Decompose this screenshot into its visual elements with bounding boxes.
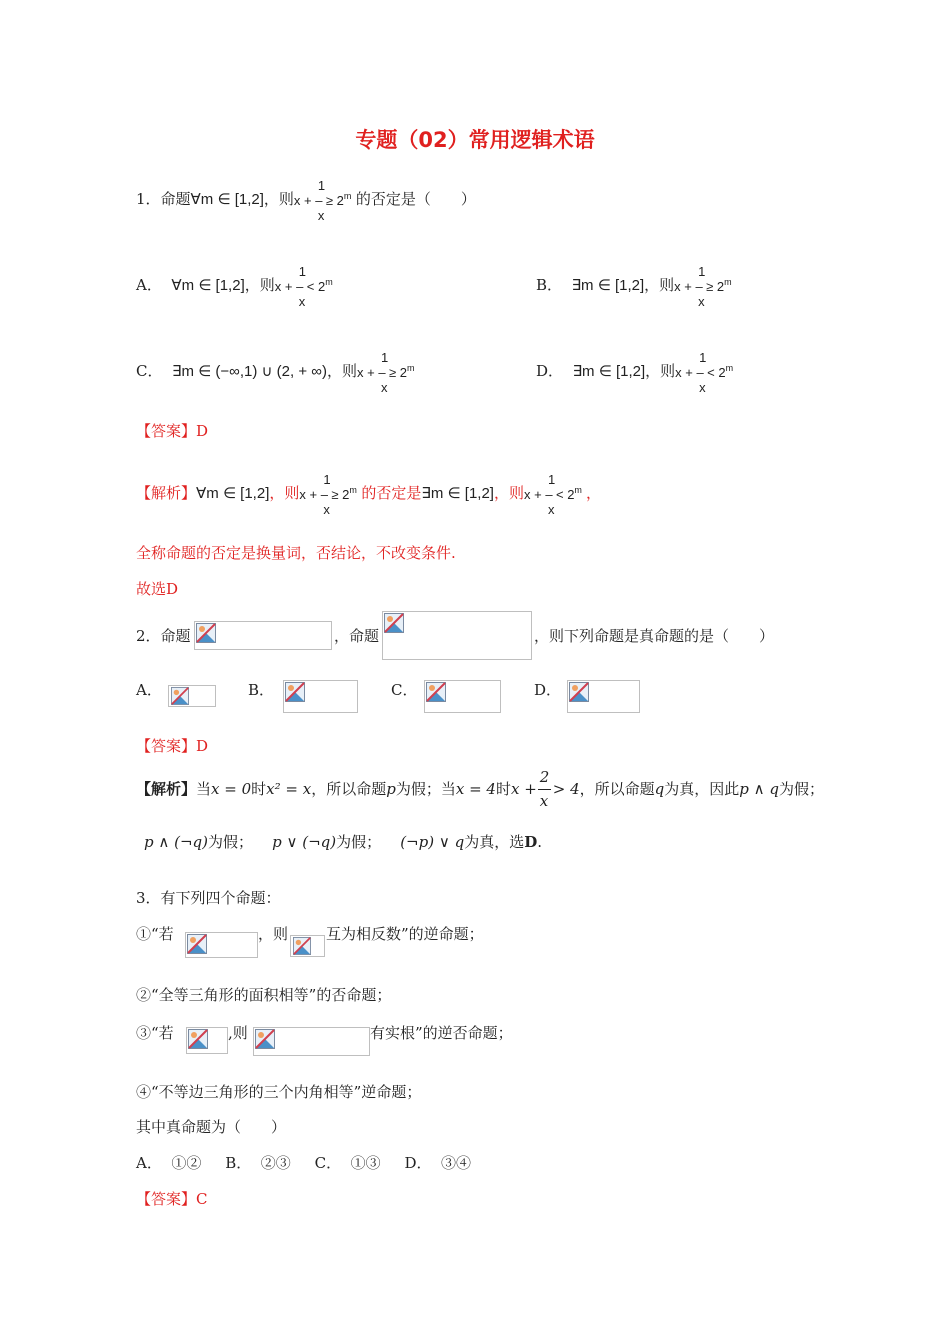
q1-analysis-formula-1: 1 x + – x ≥ $2^m$ bbox=[299, 472, 357, 517]
q1-note: 全称命题的否定是换量词，否结论，不改变条件. bbox=[136, 544, 456, 562]
q1-analysis-formula-2: 1 x + – x < $2^m$ bbox=[523, 472, 582, 517]
broken-image-icon bbox=[185, 932, 258, 958]
q3-item-2: ②“全等三角形的面积相等”的否命题； bbox=[136, 986, 392, 1004]
q2-fraction: $\frac{2}{x}$ bbox=[539, 768, 550, 810]
q3-item-1-c: 互为相反数”的逆命题； bbox=[326, 925, 484, 943]
q2-analysis-line-1: 【解析】当x = 0时x² = x，所以命题p为假；当x = 4时x + $\frac{2}{x}$ > 4，所以命题q为真，因此p ∧ q为假； bbox=[136, 768, 825, 810]
broken-image-icon bbox=[194, 621, 332, 650]
broken-image-icon bbox=[253, 1027, 370, 1056]
q1-answer: 【答案】D bbox=[136, 422, 209, 440]
q3-answer: 【答案】C bbox=[136, 1190, 208, 1208]
q1-choose: 故选D bbox=[136, 580, 179, 598]
q2-analysis-line-2: p ∧ (¬q)为假； p ∨ (¬q)为假； (¬p) ∨ q为真，选D. bbox=[144, 833, 542, 851]
q1-formula: 1 x + – x ≥ $2^m$ bbox=[293, 178, 352, 223]
q3-stem: 3．有下列四个命题： bbox=[136, 889, 281, 907]
q1-stem bbox=[136, 178, 476, 222]
q3-item-4: ④“不等边三角形的三个内角相等”逆命题； bbox=[136, 1083, 422, 1101]
page-title: 专题（02）常用逻辑术语 bbox=[355, 128, 595, 152]
q1-stem-end: 的否定是（ ） bbox=[355, 190, 476, 208]
broken-image-icon bbox=[424, 680, 501, 713]
q2-option-a-label: A． bbox=[136, 681, 162, 699]
q3-options: A． ①② B． ②③ C． ①③ D． ③④ bbox=[136, 1154, 472, 1172]
q1-option-a: A． ∀m ∈ [1,2]，则 1 x + – x < $2^m$ bbox=[136, 264, 337, 308]
q1-number: 1．命题 bbox=[136, 190, 191, 208]
q2-stem-end: ，则下列命题是真命题的是（ ） bbox=[534, 627, 775, 645]
q2-number: 2．命题 bbox=[136, 627, 191, 645]
q1-option-c-formula: 1 x + – x ≥ $2^m$ bbox=[356, 350, 415, 395]
broken-image-icon bbox=[168, 685, 216, 707]
q1-quant: ∀m ∈ [1,2] bbox=[190, 191, 264, 208]
broken-image-icon bbox=[186, 1027, 228, 1054]
q2-option-c-label: C． bbox=[391, 681, 418, 699]
q1-analysis: 【解析】∀m ∈ [1,2]，则 1 x + – x ≥ $2^m$ 的否定是∃m ∈ [1,2]，则 1 x + – x < $2^m$ ， bbox=[136, 472, 601, 517]
broken-image-icon bbox=[382, 611, 532, 660]
q3-item-3-c: 有实根”的逆否命题； bbox=[370, 1024, 513, 1042]
q3-item-1-a: ①“若 bbox=[136, 925, 174, 943]
q3-ask: 其中真命题为（ ） bbox=[136, 1118, 287, 1136]
q3-item-3-a: ③“若 bbox=[136, 1024, 174, 1042]
q1-option-b: B． ∃m ∈ [1,2]，则 1 x + – x ≥ $2^m$ bbox=[536, 264, 736, 308]
q1-option-c: C． ∃m ∈ (−∞,1) ∪ (2, + ∞)，则 1 x + – x ≥ $2^m$ bbox=[136, 350, 419, 394]
q1-option-d-formula: 1 x + – x < $2^m$ bbox=[675, 350, 734, 395]
broken-image-icon bbox=[290, 935, 325, 957]
q3-item-3-b: ,则 bbox=[228, 1024, 248, 1042]
q2-option-d-label: D． bbox=[534, 681, 562, 699]
q3-item-1-b: ，则 bbox=[258, 925, 289, 943]
q1-option-a-formula: 1 x + – x < $2^m$ bbox=[274, 264, 333, 309]
broken-image-icon bbox=[567, 680, 640, 713]
q2-mid: ，命题 bbox=[334, 627, 380, 645]
q1-then: ，则 bbox=[263, 190, 294, 208]
broken-image-icon bbox=[283, 680, 358, 713]
q2-option-b-label: B． bbox=[248, 681, 275, 699]
q2-answer: 【答案】D bbox=[136, 737, 209, 755]
q1-option-d: D． ∃m ∈ [1,2]，则 1 x + – x < $2^m$ bbox=[536, 350, 737, 394]
q1-option-b-formula: 1 x + – x ≥ $2^m$ bbox=[674, 264, 732, 309]
